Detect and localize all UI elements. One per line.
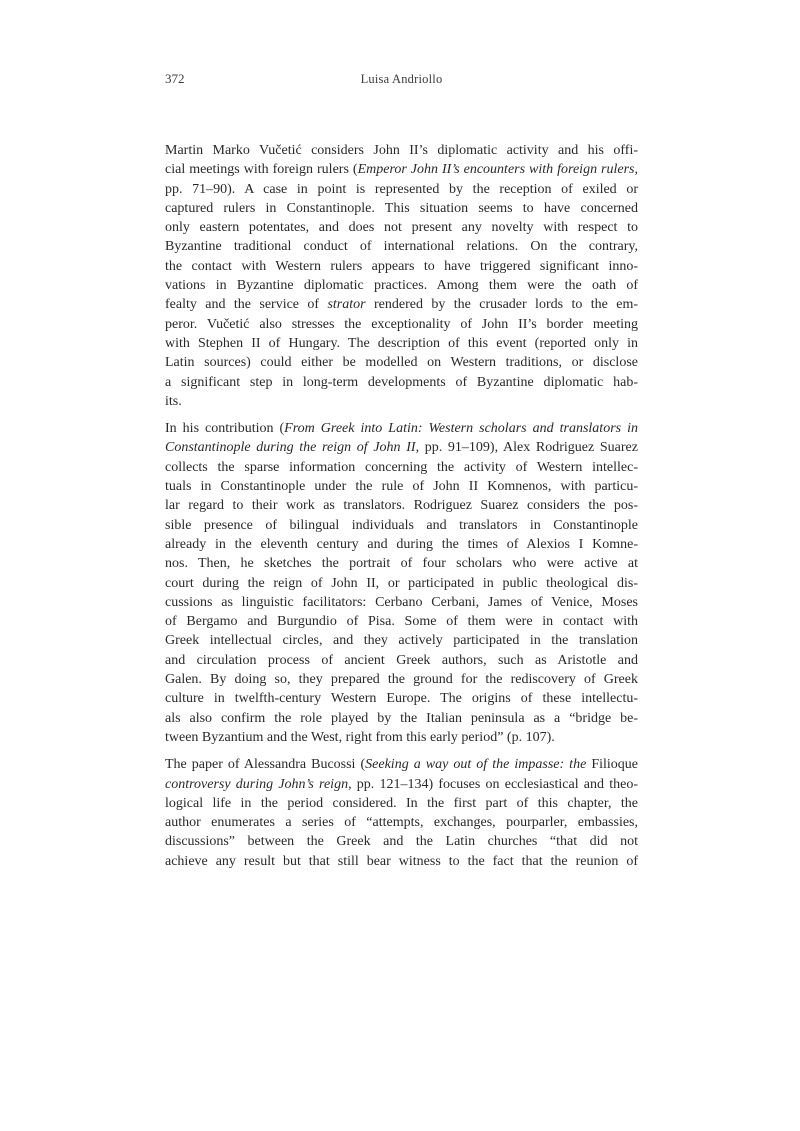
text-run: Martin Marko Vučetić considers John II’s diplomatic activity and his offi- <box>165 143 638 158</box>
text-line <box>165 775 638 794</box>
text-run: Greek intellectual circles, and they actively participated in the translation <box>165 633 638 649</box>
italic-run: From Greek into Latin: Western scholars and translators in <box>284 421 638 437</box>
text-line <box>165 612 638 631</box>
text-run: achieve any result but that still bear witness to the fact that the reunion of <box>165 853 638 869</box>
text-run: discussions” between the Greek and the Latin churches “that did not <box>165 834 638 850</box>
italic-run: controversy during John’s reign <box>165 776 349 792</box>
text-line <box>165 651 638 670</box>
text-line <box>165 728 638 747</box>
text-line <box>165 689 638 708</box>
text-line <box>165 516 638 535</box>
text-run: , pp. 121–134) focuses on ecclesiastical and theo- <box>348 776 638 792</box>
text-run: captured rulers in Constantinople. This situation seems to have concerned <box>165 200 638 216</box>
text-line <box>165 438 638 457</box>
text-run: Galen. By doing so, they prepared the ground for the rediscovery of Greek <box>165 672 638 688</box>
text-run: cussions as linguistic facilitators: Cerbano Cerbani, James of Venice, Moses <box>165 594 638 610</box>
text-line <box>165 237 638 256</box>
text-line <box>165 574 638 593</box>
text-line <box>165 535 638 554</box>
text-line <box>165 631 638 650</box>
text-run: author enumerates a series of “attempts, exchanges, pourparler, embassies, <box>165 815 638 831</box>
text-run: of Bergamo and Burgundio of Pisa. Some of them were in contact with <box>165 614 638 630</box>
text-line <box>165 295 638 314</box>
page-body <box>165 141 638 871</box>
text-line <box>165 670 638 689</box>
text-run: sible presence of bilingual individuals and translators in Constantinople <box>165 517 638 533</box>
text-run: only eastern potentates, and does not present any novelty with respect to <box>165 220 638 236</box>
text-line <box>165 353 638 372</box>
text-line <box>165 477 638 496</box>
text-line <box>165 373 638 392</box>
text-run: logical life in the period considered. In the first part of this chapter, the <box>165 795 638 811</box>
text-run: the contact with Western rulers appears to have triggered significant inno- <box>165 258 638 274</box>
text-run: , pp. 91–109), Alex Rodriguez Suarez <box>415 440 638 456</box>
text-run: Filioque <box>586 757 639 773</box>
italic-run: Emperor John II’s encounters with foreign rulers <box>357 162 635 178</box>
text-run: peror. Vučetić also stresses the exceptionality of John II’s border meeting <box>165 316 638 332</box>
paragraph <box>165 419 638 747</box>
text-run: fealty and the service of <box>165 297 328 313</box>
text-line <box>165 276 638 295</box>
text-line <box>165 832 638 851</box>
text-run: and circulation process of ancient Greek authors, such as Aristotle and <box>165 652 638 668</box>
text-run: vations in Byzantine diplomatic practices. Among them were the oath of <box>165 278 638 294</box>
text-run: als also confirm the role played by the Italian peninsula as a “bridge be- <box>165 710 638 726</box>
text-line <box>165 315 638 334</box>
italic-run: strator <box>327 297 366 313</box>
page-number: 372 <box>165 71 185 86</box>
text-line <box>165 180 638 199</box>
text-line <box>165 218 638 237</box>
text-line <box>165 160 638 179</box>
text-line <box>165 852 638 871</box>
italic-run: Constantinople during the reign of John II <box>165 440 416 456</box>
text-line <box>165 554 638 573</box>
running-head-author: Luisa Andriollo <box>360 72 443 86</box>
text-run: culture in twelfth-century Western Europe. The origins of these intellectu- <box>165 691 638 707</box>
text-line <box>165 257 638 276</box>
text-line <box>165 813 638 832</box>
text-run: , <box>634 162 639 178</box>
text-run: collects the sparse information concerning the activity of Western intellec- <box>165 459 638 475</box>
text-run: tuals in Constantinople under the rule of John II Komnenos, with particu- <box>165 479 638 495</box>
text-run: lar regard to their work as translators. Rodriguez Suarez considers the pos- <box>165 498 638 514</box>
text-line <box>165 755 638 774</box>
text-run: with Stephen II of Hungary. The description of this event (reported only in <box>165 335 638 351</box>
text-line <box>165 392 638 411</box>
italic-run: Seeking a way out of the impasse: the <box>365 757 587 773</box>
text-run: already in the eleventh century and during the times of Alexios I Komne- <box>165 536 638 552</box>
text-run: Byzantine traditional conduct of international relations. On the contrary, <box>165 239 638 255</box>
text-run: court during the reign of John II, or participated in public theological dis- <box>165 575 638 591</box>
text-run: its. <box>165 393 182 409</box>
page-header <box>165 71 638 89</box>
text-line <box>165 334 638 353</box>
text-run: In his contribution ( <box>165 421 285 437</box>
text-run: a significant step in long-term developments of Byzantine diplomatic hab- <box>165 374 638 390</box>
text-line <box>165 141 638 160</box>
text-run: The paper of Alessandra Bucossi ( <box>165 757 366 773</box>
text-run: tween Byzantium and the West, right from this early period” (p. 107). <box>165 729 555 745</box>
text-line <box>165 419 638 438</box>
text-line <box>165 593 638 612</box>
text-line <box>165 496 638 515</box>
text-run: cial meetings with foreign rulers ( <box>165 162 358 178</box>
text-line <box>165 199 638 218</box>
paragraph <box>165 755 638 871</box>
text-line <box>165 458 638 477</box>
text-run: pp. 71–90). A case in point is represented by the reception of exiled or <box>165 181 638 197</box>
text-line <box>165 794 638 813</box>
text-run: rendered by the crusader lords to the em- <box>365 297 638 313</box>
text-run: Latin sources) could either be modelled on Western traditions, or disclose <box>165 355 638 371</box>
text-line <box>165 709 638 728</box>
text-run: nos. Then, he sketches the portrait of four scholars who were active at <box>165 556 638 572</box>
paragraph <box>165 141 638 411</box>
